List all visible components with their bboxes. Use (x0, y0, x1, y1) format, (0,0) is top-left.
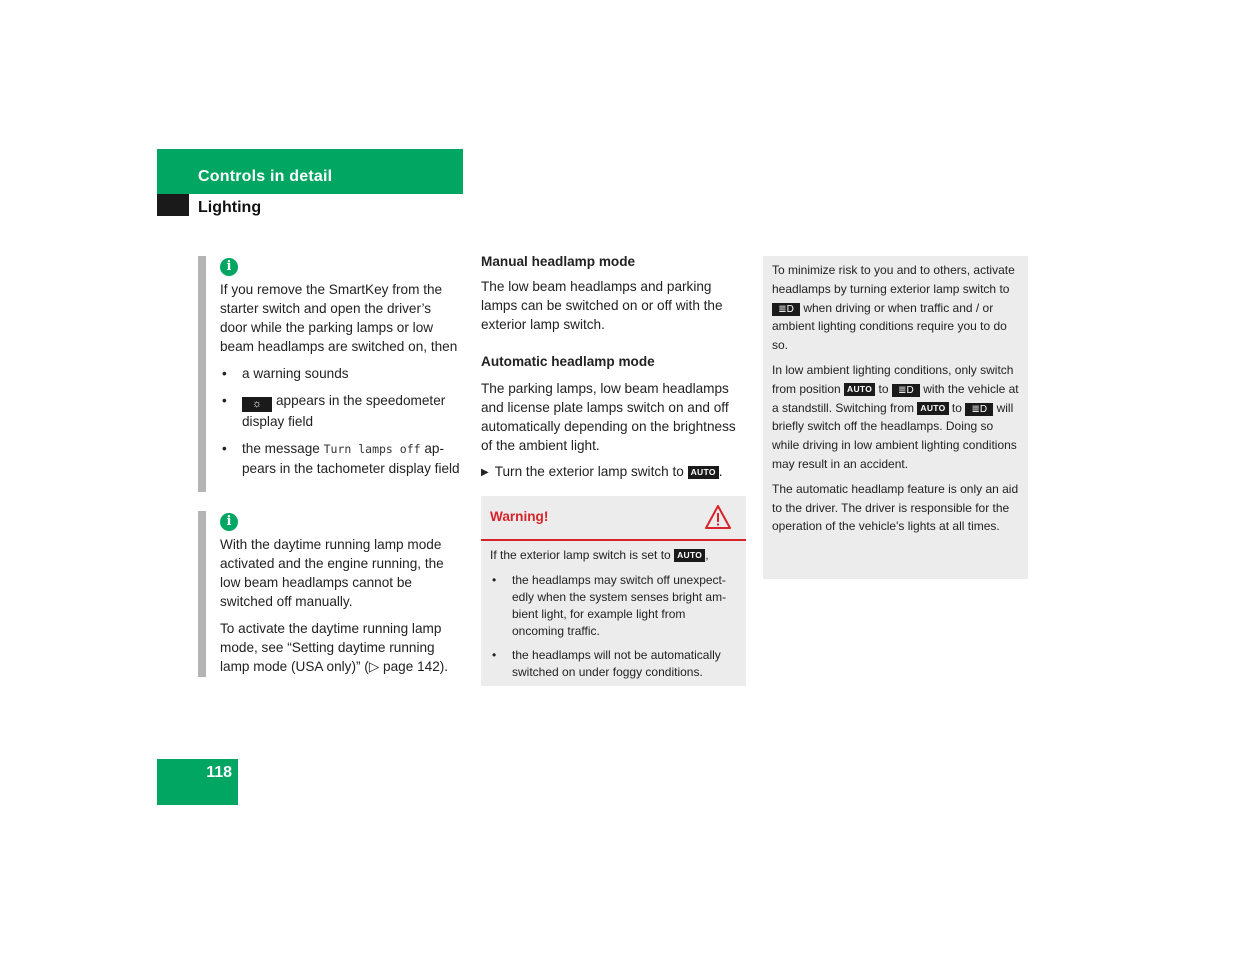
auto-symbol: AUTO (688, 466, 719, 479)
warning-title: Warning! (490, 509, 549, 524)
page-number: 118 (206, 764, 232, 781)
auto-symbol: AUTO (674, 549, 705, 562)
low-beam-symbol: ≣D (965, 403, 993, 416)
display-message: Turn lamps off (323, 442, 421, 456)
warning-triangle-icon (704, 504, 732, 530)
warning-box (481, 496, 746, 686)
list-item: • the headlamps may switch off unexpectedly when the system senses bright ambient light, for example light from oncoming traffic. (490, 572, 737, 640)
step-arrow-icon: ▶ (481, 467, 489, 478)
info-text: To activate the daytime running lamp mode, see “Setting daytime running lamp mode (USA only)” (▷ page 142). (220, 621, 449, 674)
warning-list (490, 572, 737, 681)
middle-column (481, 252, 746, 482)
list-item: • the headlamps will not be automatically switched on under foggy conditions. (490, 647, 737, 681)
list-item: • ☼ appears in the speedometer display field (220, 391, 462, 431)
auto-symbol: AUTO (844, 383, 875, 396)
info-text: If you remove the SmartKey from the starter switch and open the driver’s door while the parking lamps or low beam headlamps are switched on, then (220, 282, 458, 354)
page-number-tab (157, 759, 238, 805)
list-item: • a warning sounds (220, 364, 462, 383)
instruction-step: ▶ Turn the exterior lamp switch to AUTO . (481, 464, 723, 479)
low-beam-symbol: ≣D (772, 303, 800, 316)
low-beam-symbol: ≣D (892, 384, 920, 397)
automatic-text: The parking lamps, low beam headlamps and license plate lamps switch on and off automatically depending on the brightness of the ambient light. (481, 381, 736, 453)
note-paragraph: To minimize risk to you and to others, activate headlamps by turning exterior lamp switch to ≣D when driving or when traffic and / or ambient lighting conditions require you to do so. (772, 263, 1015, 353)
info-icon: i (220, 513, 238, 531)
info-icon: i (220, 258, 238, 276)
manual-text: The low beam headlamps and parking lamps can be switched on or off with the exterior lamp switch. (481, 279, 723, 332)
subsection-title: Lighting (198, 199, 262, 216)
section-title: Controls in detail (198, 168, 333, 185)
info-box-smartkey (198, 256, 462, 492)
heading-manual: Manual headlamp mode (481, 254, 636, 269)
warning-header (481, 496, 746, 541)
parking-lamp-icon: ☼ (242, 397, 272, 412)
header-marker (157, 194, 189, 216)
warning-body (481, 541, 746, 681)
note-paragraph: The automatic headlamp feature is only an aid to the driver. The driver is responsible for the operation of the vehicle's lights at all times. (772, 481, 1019, 534)
heading-automatic: Automatic headlamp mode (481, 354, 655, 369)
bullet-list (220, 364, 462, 478)
warning-intro: If the exterior lamp switch is set to AUTO , (490, 548, 709, 562)
note-paragraph: In low ambient lighting conditions, only switch from position AUTO to ≣D with the vehicle at a standstill. Switching from AUTO to ≣D will briefly switch off the headlamps. Doing so while driving in low ambient lighting conditions may result in an accident. (772, 362, 1019, 471)
info-text: With the daytime running lamp mode activated and the engine running, the low beam headlamps cannot be switched off manually. (220, 537, 444, 609)
list-item: • the message Turn lamps off appears in the tachometer display field (220, 439, 462, 478)
auto-symbol: AUTO (917, 402, 948, 415)
info-box-daytime (198, 511, 462, 677)
safety-note-box (763, 256, 1028, 579)
